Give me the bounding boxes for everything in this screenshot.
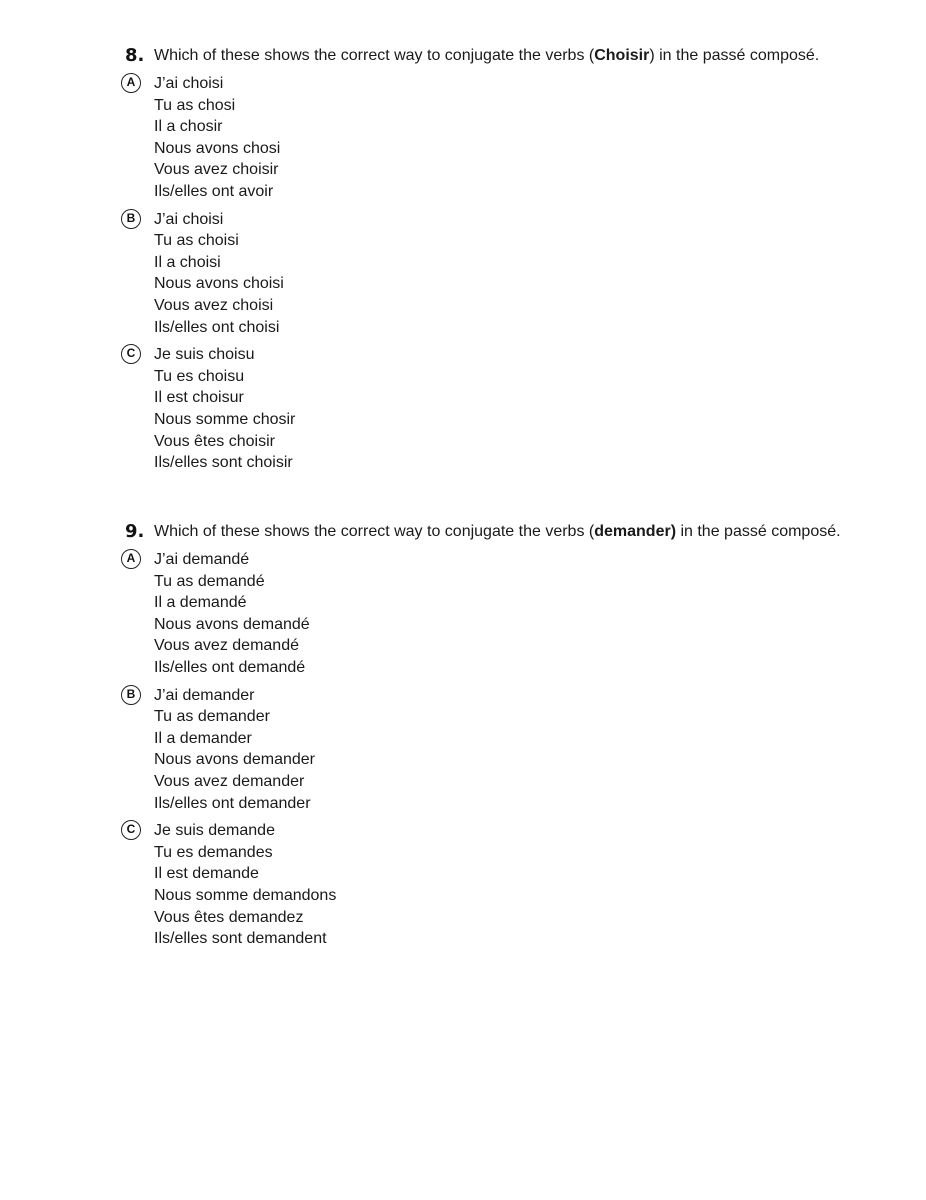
option-line: Vous avez choisi — [154, 296, 274, 314]
option-line: Il a demander — [154, 729, 252, 747]
option-line: Je suis demande — [154, 822, 275, 840]
question-verb: demander) — [594, 523, 677, 540]
answer-option-a[interactable] — [126, 73, 926, 203]
question-text: Which of these shows the correct way to conjugate the verbs (demander) in the passé composé. — [154, 523, 841, 540]
answer-option-a[interactable] — [126, 549, 926, 679]
option-line: Il est choisur — [154, 389, 244, 407]
option-line: Il est demande — [154, 865, 259, 883]
option-line: Ils/elles ont demandé — [154, 658, 306, 676]
question-header — [0, 521, 926, 543]
option-line: Tu as choisi — [154, 232, 239, 250]
option-line: Tu as demandé — [154, 572, 265, 590]
option-line: Il a demandé — [154, 594, 247, 612]
question-number: 9. — [125, 521, 145, 542]
option-line: Tu as demander — [154, 708, 270, 726]
question-header — [0, 45, 926, 67]
option-line: Il a chosir — [154, 118, 223, 136]
option-line: J’ai choisi — [154, 210, 224, 228]
option-letter-circle[interactable]: A — [121, 73, 141, 93]
option-line: Tu es demandes — [154, 843, 273, 861]
answer-option-c[interactable] — [126, 820, 926, 950]
option-letter-circle[interactable]: C — [121, 344, 141, 364]
option-letter-circle[interactable]: B — [121, 209, 141, 229]
option-line: Vous êtes demandez — [154, 908, 304, 926]
option-line: Je suis choisu — [154, 346, 255, 364]
option-line: Nous somme demandons — [154, 886, 337, 904]
option-line: J’ai choisi — [154, 75, 224, 92]
question-number: 8. — [125, 45, 145, 66]
option-line: Nous avons demandé — [154, 615, 310, 633]
option-line: Nous avons choisi — [154, 275, 284, 293]
question-9 — [0, 521, 926, 950]
answer-option-b[interactable] — [126, 685, 926, 815]
option-line: J’ai demandé — [154, 551, 250, 568]
question-8 — [0, 45, 926, 474]
question-text: Which of these shows the correct way to conjugate the verbs (Choisir) in the passé composé. — [154, 47, 820, 64]
answer-option-c[interactable] — [126, 344, 926, 474]
option-letter-circle[interactable]: B — [121, 685, 141, 705]
option-line: Nous somme chosir — [154, 410, 296, 428]
question-verb: Choisir — [594, 47, 650, 64]
option-line: Vous avez demander — [154, 772, 305, 790]
option-line: Vous avez demandé — [154, 637, 299, 655]
option-line: Vous avez choisir — [154, 161, 279, 179]
option-line: Ils/elles sont choisir — [154, 454, 293, 472]
option-line: J’ai demander — [154, 686, 255, 704]
option-line: Ils/elles sont demandent — [154, 930, 327, 948]
option-line: Ils/elles ont choisi — [154, 318, 280, 336]
option-line: Vous êtes choisir — [154, 432, 275, 450]
option-line: Ils/elles ont avoir — [154, 182, 274, 200]
option-letter-circle[interactable]: C — [121, 820, 141, 840]
option-letter-circle[interactable]: A — [121, 549, 141, 569]
option-line: Ils/elles ont demander — [154, 794, 311, 812]
option-line: Tu as chosi — [154, 96, 236, 114]
answer-option-b[interactable] — [126, 209, 926, 339]
option-line: Tu es choisu — [154, 367, 245, 385]
option-line: Nous avons chosi — [154, 139, 281, 157]
option-line: Nous avons demander — [154, 751, 315, 769]
option-line: Il a choisi — [154, 253, 221, 271]
